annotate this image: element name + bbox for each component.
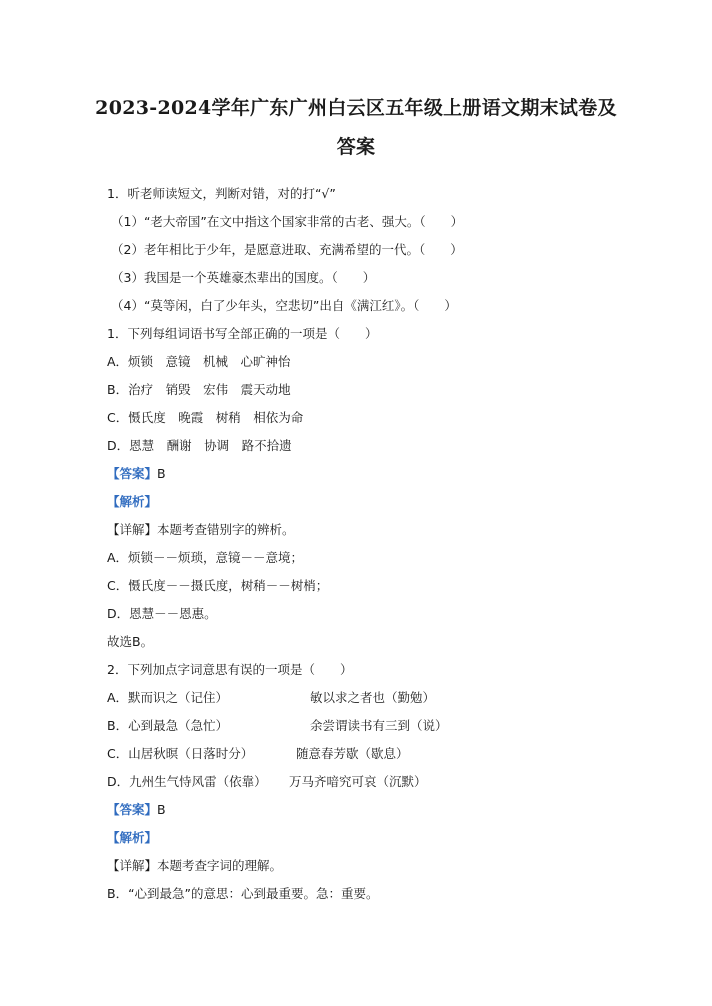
- question-3-option-d-left: D．九州生气恃风雷（依靠）: [107, 774, 267, 789]
- question-2-analysis-tag: 【解析】: [107, 494, 158, 509]
- answer-value: B: [157, 802, 166, 817]
- document-title-line2: 答案: [336, 136, 376, 158]
- question-2-stem: 1．下列每组词语书写全部正确的一项是（ ）: [107, 326, 378, 341]
- question-2-option-d: D．恩慧 酬谢 协调 路不拾遗: [107, 438, 292, 453]
- answer-tag: 【答案】: [107, 802, 158, 817]
- question-3-option-b-left: B．心到最急（急忙）: [107, 718, 229, 733]
- question-3-option-a-left: A．默而识之（记住）: [107, 690, 229, 705]
- question-3-stem: 2．下列加点字词意思有误的一项是（ ）: [107, 662, 353, 677]
- question-3-option-b-right: 余尝谓读书有三到（说）: [310, 718, 448, 733]
- question-1-item-3: （3）我国是一个英雄豪杰辈出的国度。（ ）: [111, 270, 376, 285]
- question-1-item-1: （1）“老大帝国”在文中指这个国家非常的古老、强大。（ ）: [111, 214, 464, 229]
- question-3-option-d-right: 万马齐喑究可哀（沉默）: [289, 774, 427, 789]
- question-2-explain-d: D．恩慧－－恩惠。: [107, 606, 217, 621]
- question-1-item-2: （2）老年相比于少年，是愿意进取、充满希望的一代。（ ）: [111, 242, 463, 257]
- question-3-analysis-tag: 【解析】: [107, 830, 158, 845]
- question-2-detail: 【详解】本题考查错别字的辨析。: [107, 522, 295, 537]
- question-2-option-b: B．治疗 销毁 宏伟 震天动地: [107, 382, 291, 397]
- answer-tag: 【答案】: [107, 466, 158, 481]
- question-3-option-c-right: 随意春芳歇（歇息）: [296, 746, 409, 761]
- question-3-detail: 【详解】本题考查字词的理解。: [107, 858, 283, 873]
- question-3-explain-b: B．“心到最急”的意思：心到最重要。急：重要。: [107, 886, 379, 901]
- question-2-explain-a: A．烦锁－－烦琐，意镜－－意境；: [107, 550, 304, 565]
- question-1-stem: 1．听老师读短文，判断对错，对的打“√”: [107, 186, 336, 201]
- question-1-item-4: （4）“莫等闲，白了少年头，空悲切”出自《满江红》。（ ）: [111, 298, 457, 313]
- document-title-line1: 2023-2024学年广东广州白云区五年级上册语文期末试卷及: [95, 97, 617, 119]
- question-2-option-c: C．慑氏度 晚霞 树稍 相依为命: [107, 410, 304, 425]
- question-2-answer: [107, 466, 166, 482]
- question-2-explain-c: C．慑氏度－－摄氏度，树稍－－树梢；: [107, 578, 329, 593]
- question-2-option-a: A．烦锁 意镜 机械 心旷神怡: [107, 354, 291, 369]
- question-3-answer: [107, 802, 166, 818]
- question-3-option-c-left: C．山居秋暝（日落时分）: [107, 746, 254, 761]
- answer-value: B: [157, 466, 166, 481]
- question-3-option-a-right: 敏以求之者也（勤勉）: [310, 690, 436, 705]
- question-2-conclusion: 故选B。: [107, 634, 154, 649]
